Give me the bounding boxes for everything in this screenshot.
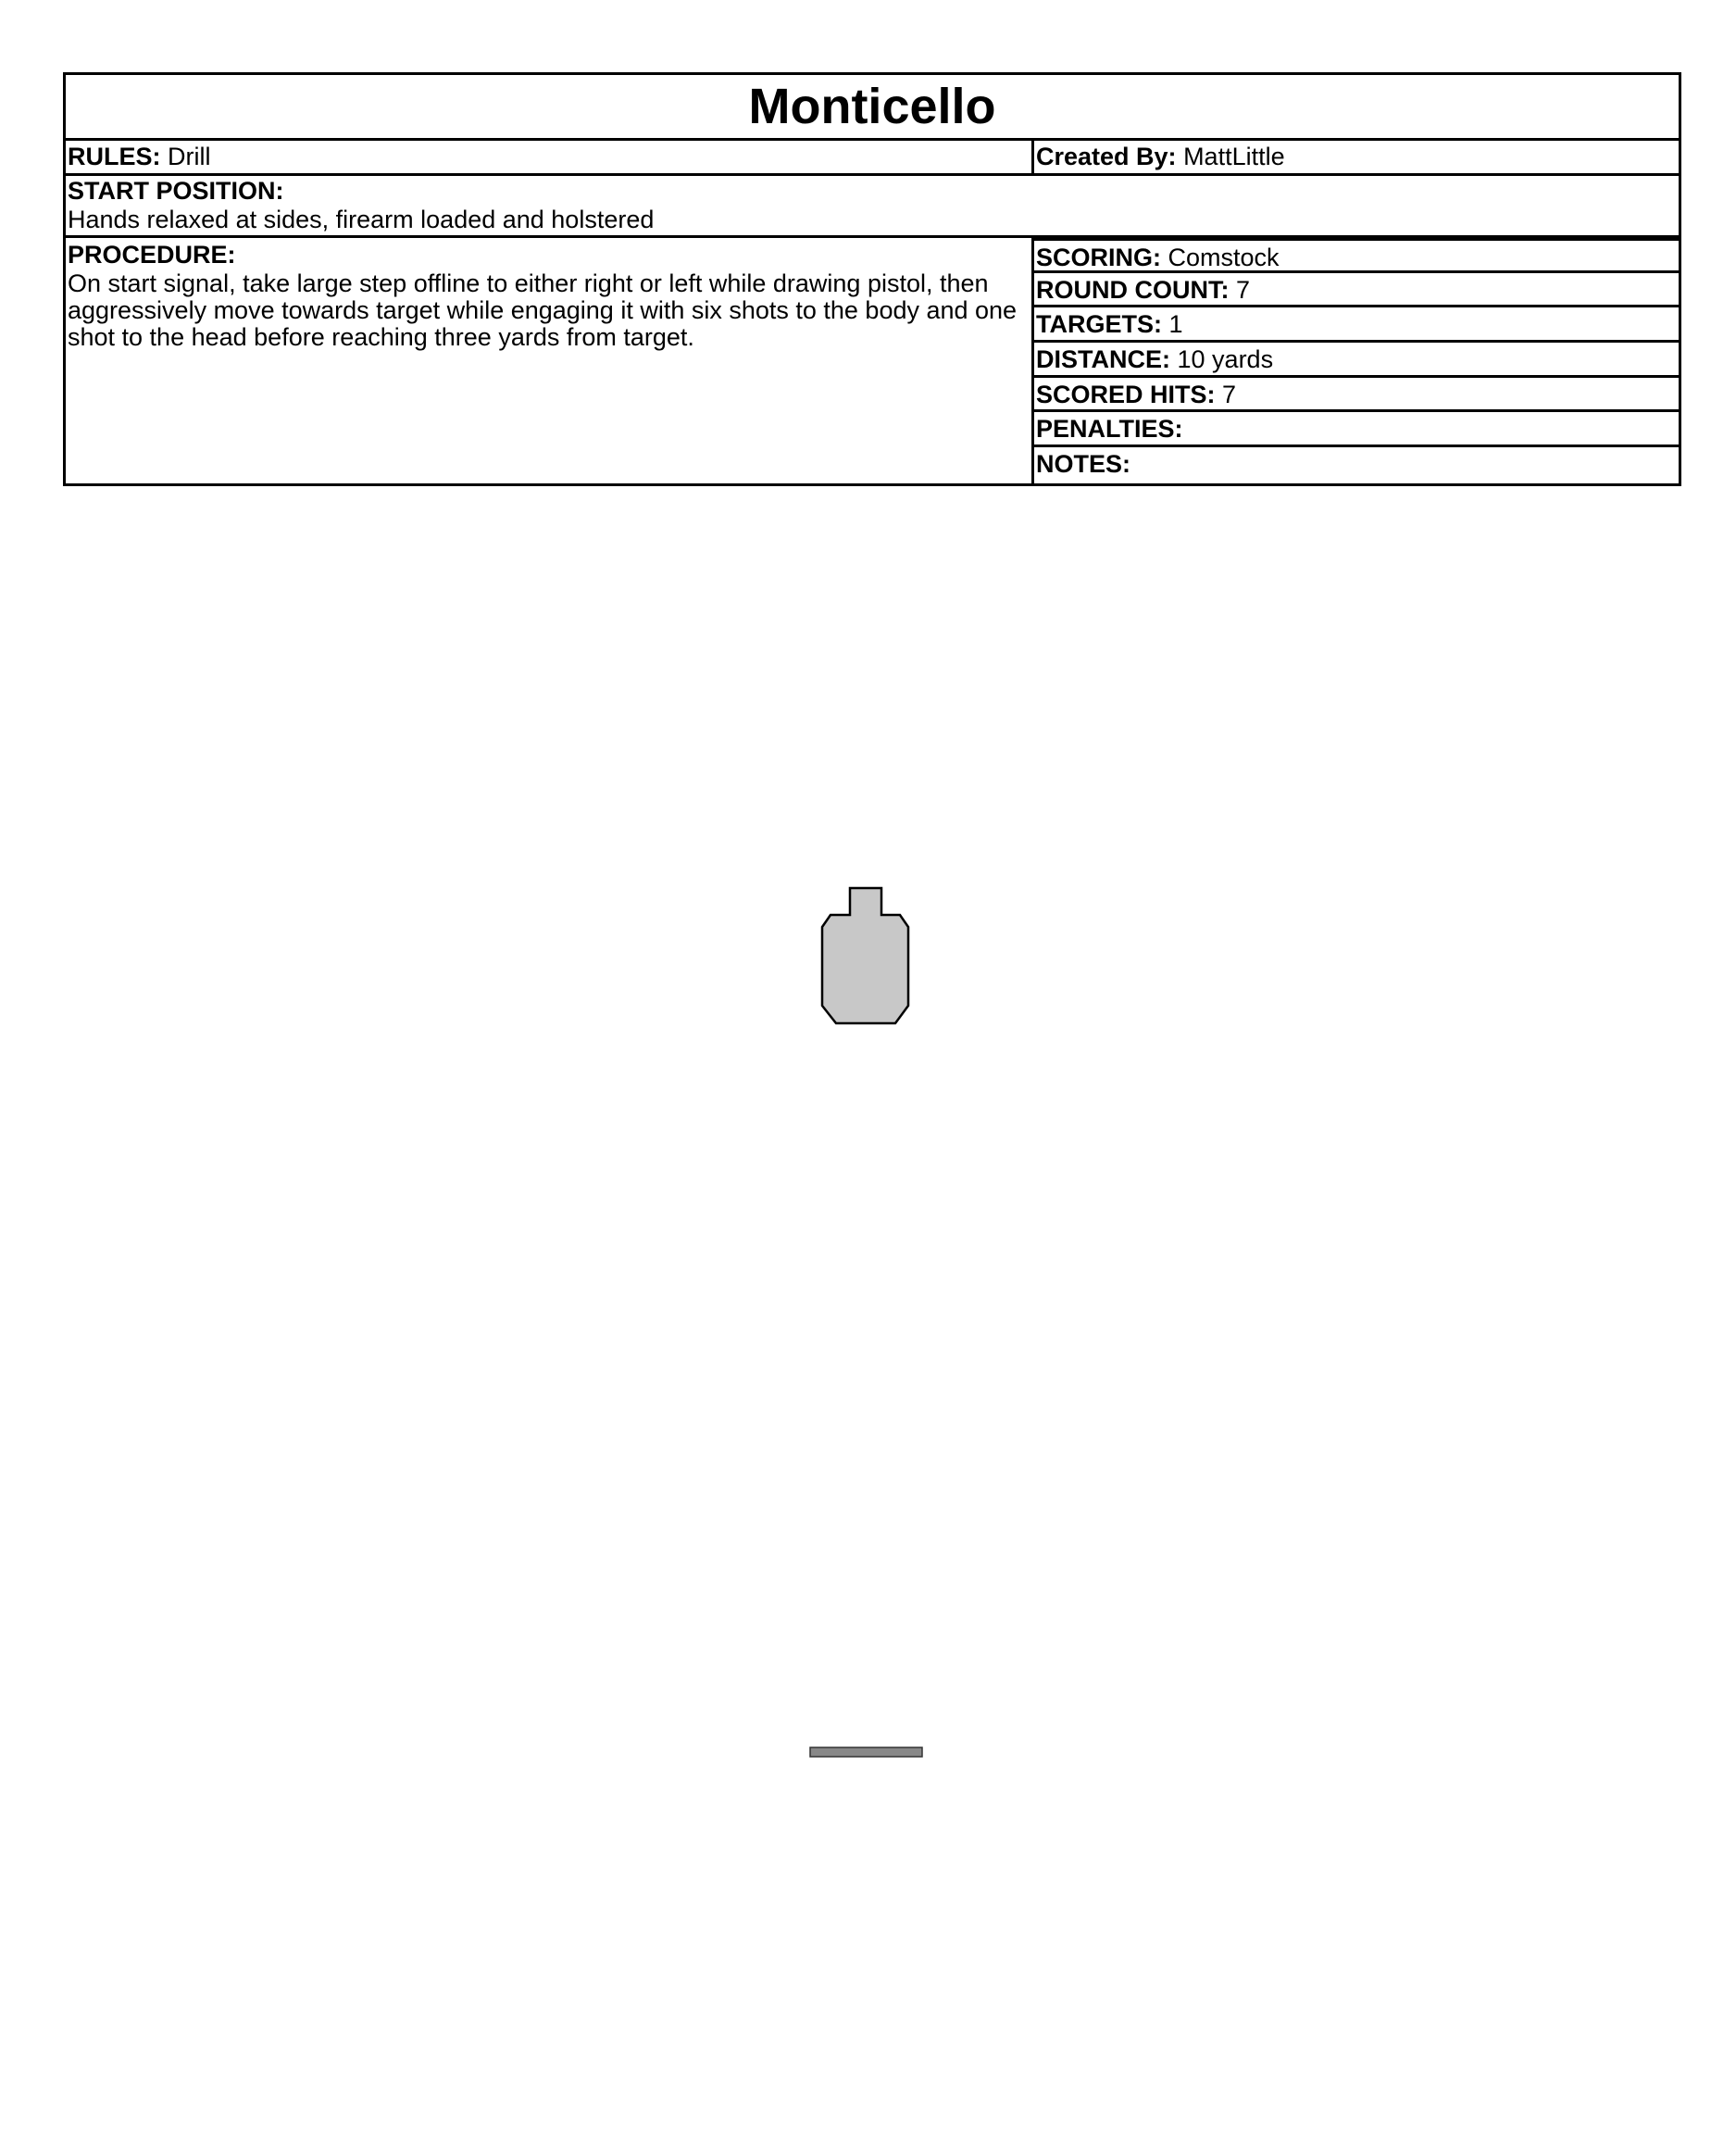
start-position-value: Hands relaxed at sides, firearm loaded and holstered — [68, 206, 655, 233]
fact-penalties — [1034, 412, 1679, 447]
created-by-value: MattLittle — [1183, 143, 1285, 170]
silhouette-target-icon — [822, 888, 908, 1023]
stage-title: Monticello — [748, 79, 996, 134]
rules-value: Drill — [168, 143, 211, 170]
fact-scored-hits — [1034, 378, 1679, 413]
facts-column — [1034, 238, 1679, 483]
procedure-label: PROCEDURE: — [68, 241, 236, 269]
rules-cell — [66, 141, 1034, 173]
start-position-label: START POSITION: — [68, 177, 284, 205]
rules-row — [66, 141, 1679, 176]
stage-sheet — [63, 72, 1681, 486]
fact-value: Comstock — [1168, 244, 1280, 271]
procedure-and-facts — [66, 238, 1679, 483]
procedure-value: On start signal, take large step offline to either right or left while drawing pistol, then aggressively move towards target while engaging it with six shots to the body and one shot to the head before reaching three yards from target. — [68, 269, 1018, 351]
fact-value: 7 — [1222, 380, 1237, 408]
shooting-position-bar — [810, 1747, 922, 1757]
start-position-row — [66, 176, 1679, 238]
fact-label: DISTANCE: — [1036, 345, 1170, 374]
fact-label: NOTES: — [1036, 450, 1131, 479]
created-by-label: Created By: — [1036, 143, 1177, 170]
fact-targets — [1034, 307, 1679, 343]
fact-value: 1 — [1168, 310, 1183, 339]
fact-value: 7 — [1236, 275, 1251, 304]
created-by-cell — [1034, 141, 1679, 173]
fact-label: ROUND COUNT: — [1036, 275, 1230, 304]
title-row — [66, 75, 1679, 141]
fact-round-count — [1034, 273, 1679, 308]
fact-label: PENALTIES: — [1036, 415, 1183, 444]
fact-label: TARGETS: — [1036, 310, 1162, 339]
rules-label: RULES: — [68, 143, 161, 170]
fact-label: SCORING: — [1036, 244, 1161, 271]
fact-value: 10 yards — [1177, 345, 1274, 374]
fact-scoring — [1034, 238, 1679, 273]
fact-label: SCORED HITS: — [1036, 380, 1216, 408]
procedure-cell — [66, 238, 1034, 483]
fact-distance — [1034, 343, 1679, 378]
fact-notes — [1034, 447, 1679, 482]
